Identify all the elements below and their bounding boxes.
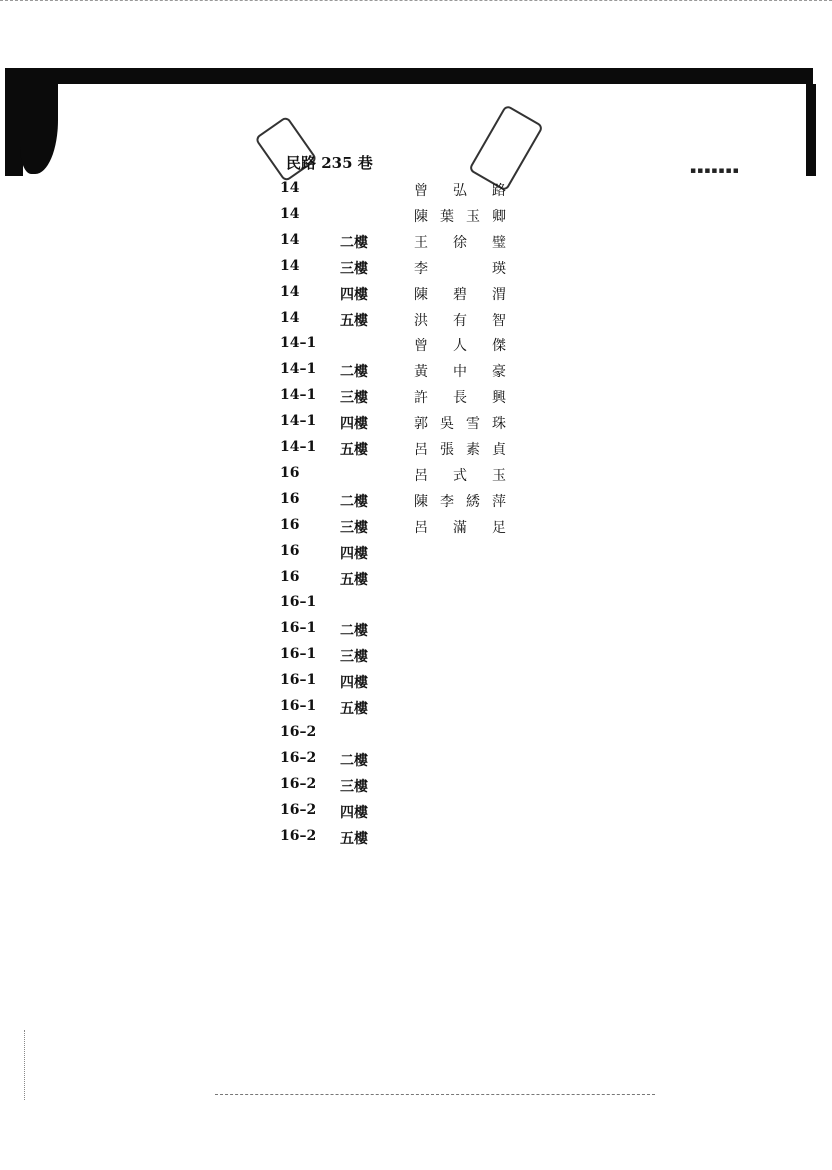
name-char: 長 (453, 390, 467, 407)
house-number: 16 (280, 568, 300, 585)
resident-name (414, 517, 506, 537)
list-item (276, 206, 516, 228)
name-char: 素 (466, 442, 480, 458)
margin-mark: ▪▪▪▪▪▪▪ (690, 166, 740, 176)
name-char: 綉 (466, 493, 480, 510)
house-number: 16–2 (280, 723, 317, 740)
house-number: 16 (280, 464, 300, 481)
list-item (276, 750, 516, 772)
list-item (276, 828, 516, 850)
floor-label: 四樓 (340, 675, 368, 692)
house-number: 14–1 (280, 413, 317, 430)
scan-dots (24, 1030, 27, 1100)
name-char: 陳 (414, 208, 428, 225)
name-char: 洪 (414, 312, 428, 329)
house-number: 16–2 (280, 749, 317, 766)
list-item (276, 465, 516, 487)
name-char: 王 (414, 234, 428, 251)
resident-name (414, 361, 506, 381)
street-header: 民路 235 巷 (286, 154, 373, 172)
house-number: 14 (280, 309, 300, 326)
resident-name (414, 439, 506, 459)
house-number: 14 (280, 205, 300, 222)
list-item (276, 724, 516, 746)
name-char: 玉 (492, 467, 506, 484)
resident-name (414, 180, 506, 200)
resident-name (414, 335, 506, 355)
house-number: 14 (280, 231, 300, 248)
list-item (276, 413, 516, 435)
list-item (276, 594, 516, 616)
house-number: 16–2 (280, 775, 317, 792)
list-item (276, 258, 516, 280)
name-char: 曾 (414, 338, 428, 355)
floor-label: 二樓 (340, 752, 368, 769)
floor-label: 五樓 (340, 312, 368, 329)
list-item (276, 180, 516, 202)
house-number: 14–1 (280, 387, 317, 404)
resident-name (414, 310, 506, 330)
resident-name (414, 284, 506, 304)
name-char: 李 (414, 260, 428, 277)
scan-top-edge (0, 0, 832, 5)
seal-stamp (468, 104, 544, 192)
name-char: 卿 (492, 208, 506, 225)
list-item (276, 672, 516, 694)
list-item (276, 698, 516, 720)
resident-name (414, 206, 506, 226)
list-item (276, 387, 516, 409)
name-char: 貞 (492, 442, 506, 458)
floor-label: 五樓 (340, 571, 368, 588)
scan-shadow-blot (20, 84, 58, 174)
resident-name (414, 387, 506, 407)
floor-label: 二樓 (340, 364, 368, 381)
name-char: 徐 (453, 234, 467, 251)
list-item (276, 569, 516, 591)
name-char: 路 (492, 183, 506, 199)
name-char: 興 (492, 390, 506, 407)
name-char: 呂 (414, 442, 428, 458)
floor-label: 四樓 (340, 286, 368, 303)
list-item (276, 361, 516, 383)
floor-label: 四樓 (340, 545, 368, 562)
name-char: 玉 (466, 208, 480, 225)
name-char: 吳 (440, 416, 454, 433)
name-char: 雪 (466, 416, 480, 433)
list-item (276, 517, 516, 539)
house-number: 14–1 (280, 439, 317, 455)
floor-label: 二樓 (340, 234, 368, 251)
house-number: 16 (280, 542, 300, 559)
house-number: 16–1 (280, 698, 317, 714)
name-char: 滿 (453, 519, 467, 536)
floor-label: 五樓 (340, 442, 368, 458)
floor-label: 四樓 (340, 416, 368, 433)
name-char: 陳 (414, 286, 428, 303)
name-char: 式 (453, 467, 467, 484)
house-number: 16 (280, 516, 300, 533)
house-number: 14–1 (280, 335, 317, 352)
name-char: 璧 (492, 234, 506, 251)
name-char: 有 (453, 312, 467, 329)
list-item (276, 491, 516, 513)
scan-bottom-artifact (215, 1094, 655, 1095)
list-item (276, 310, 516, 332)
floor-label: 五樓 (340, 830, 368, 847)
name-char: 曾 (414, 183, 428, 199)
floor-label: 二樓 (340, 623, 368, 640)
floor-label: 三樓 (340, 649, 368, 666)
resident-name (414, 413, 506, 433)
house-number: 16–1 (280, 672, 317, 689)
name-char: 弘 (453, 183, 467, 199)
list-item (276, 543, 516, 565)
name-char: 葉 (440, 208, 454, 225)
name-char: 瑛 (492, 260, 506, 277)
name-char: 許 (414, 390, 428, 407)
list-item (276, 620, 516, 642)
resident-name (414, 491, 506, 511)
list-item (276, 284, 516, 306)
name-char: 陳 (414, 493, 428, 510)
house-number: 16–1 (280, 646, 317, 663)
house-number: 14 (280, 283, 300, 300)
name-char: 人 (453, 338, 467, 355)
floor-label: 三樓 (340, 519, 368, 536)
resident-name (414, 232, 506, 252)
floor-label: 五樓 (340, 701, 368, 717)
name-char: 郭 (414, 416, 428, 433)
name-char: 足 (492, 519, 506, 536)
name-char: 李 (440, 493, 454, 510)
name-char: 中 (453, 364, 467, 381)
scan-right-border (806, 84, 816, 176)
list-item (276, 335, 516, 357)
name-char: 碧 (453, 286, 467, 303)
resident-name (414, 258, 506, 278)
name-char: 珠 (492, 416, 506, 433)
house-number: 16–2 (280, 801, 317, 818)
house-number: 16–2 (280, 827, 317, 844)
name-char: 傑 (492, 338, 506, 355)
name-char: 渭 (492, 286, 506, 303)
floor-label: 二樓 (340, 493, 368, 510)
floor-label: 三樓 (340, 260, 368, 277)
list-item (276, 439, 516, 461)
list-item (276, 776, 516, 798)
list-item (276, 802, 516, 824)
house-number: 16 (280, 490, 300, 507)
floor-label: 三樓 (340, 390, 368, 407)
floor-label: 三樓 (340, 778, 368, 795)
name-char: 黃 (414, 364, 428, 381)
scan-dark-band (5, 68, 813, 84)
name-char: 萍 (492, 493, 506, 510)
house-number: 16–1 (280, 620, 317, 637)
list-item (276, 232, 516, 254)
name-char: 呂 (414, 519, 428, 536)
house-number: 16–1 (280, 594, 317, 611)
list-item (276, 646, 516, 668)
name-char: 智 (492, 312, 506, 329)
house-number: 14–1 (280, 361, 317, 378)
name-char: 豪 (492, 364, 506, 381)
house-number: 14 (280, 180, 300, 196)
house-number: 14 (280, 257, 300, 274)
name-char: 張 (440, 442, 454, 458)
resident-name (414, 465, 506, 485)
floor-label: 四樓 (340, 804, 368, 821)
name-char: 呂 (414, 467, 428, 484)
